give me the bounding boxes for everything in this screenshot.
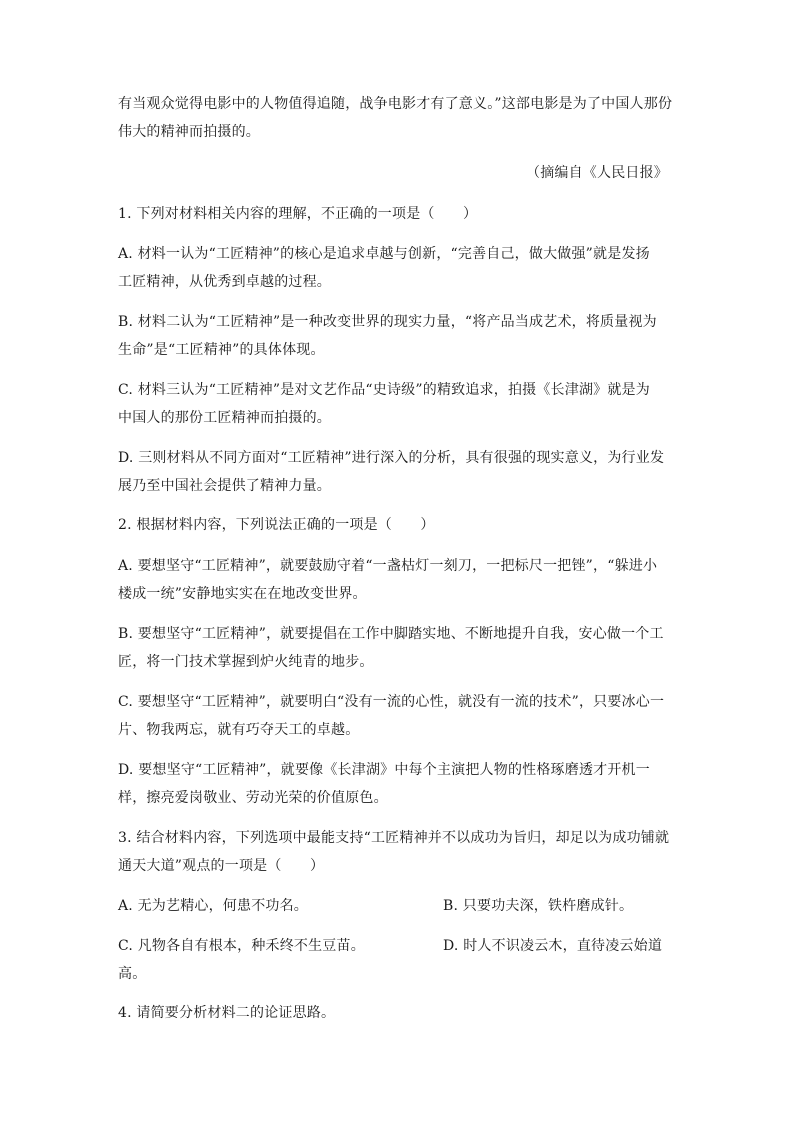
- question-1-stem: 1. 下列对材料相关内容的理解，不正确的一项是（ ）: [118, 206, 478, 222]
- intro-line-2: 伟大的精神而拍摄的。: [118, 124, 260, 140]
- question-1-option-a: A. 材料一认为“工匠精神”的核心是追求卓越与创新，“完善自己，做大做强”就是发扬: [118, 246, 650, 262]
- question-3-option-d: D. 时人不识凌云木，直待凌云始道: [443, 938, 663, 954]
- question-3-option-a: A. 无为艺精心，何患不功名。: [118, 898, 309, 914]
- question-2-option-b-cont: 匠，将一门技术掌握到炉火纯青的地步。: [118, 654, 374, 670]
- question-1-option-c: C. 材料三认为“工匠精神”是对文艺作品“史诗级”的精致追求，拍摄《长津湖》就是为: [118, 382, 650, 398]
- question-3-option-c: C. 凡物各自有根本，种禾终不生豆苗。: [118, 938, 365, 954]
- question-2-option-b: B. 要想坚守“工匠精神”，就要提倡在工作中脚踏实地、不断地提升自我，安心做一个工: [118, 626, 664, 642]
- question-1-option-c-cont: 中国人的那份工匠精神而拍摄的。: [118, 410, 331, 426]
- question-1-option-b: B. 材料二认为“工匠精神”是一种改变世界的现实力量，“将产品当成艺术，将质量视为: [118, 314, 657, 330]
- question-2-option-a-cont: 楼成一统”安静地实实在在地改变世界。: [118, 586, 367, 602]
- question-3-stem-cont: 通天大道”观点的一项是（ ）: [118, 858, 325, 874]
- question-2-option-d: D. 要想坚守“工匠精神”，就要像《长津湖》中每个主演把人物的性格琢磨透才开机一: [118, 762, 650, 778]
- question-1-option-b-cont: 生命”是“工匠精神”的具体体现。: [118, 342, 325, 358]
- intro-line-1: 有当观众觉得电影中的人物值得追随，战争电影才有了意义。”这部电影是为了中国人那份: [118, 96, 673, 112]
- question-2-stem: 2. 根据材料内容，下列说法正确的一项是（ ）: [118, 517, 435, 533]
- question-2-option-a: A. 要想坚守“工匠精神”，就要鼓励守着“一盏枯灯一刻刀，一把标尺一把锉”，“躲进小: [118, 558, 658, 574]
- question-1-option-a-cont: 工匠精神，从优秀到卓越的过程。: [118, 274, 331, 290]
- question-3-option-d-cont: 高。: [118, 966, 147, 982]
- question-3-stem: 3. 结合材料内容，下列选项中最能支持“工匠精神并不以成功为旨归，却足以为成功铺就: [118, 830, 670, 846]
- question-3-option-b: B. 只要功夫深，铁杵磨成针。: [443, 898, 634, 914]
- question-1-option-d-cont: 展乃至中国社会提供了精神力量。: [118, 478, 331, 494]
- question-2-option-c: C. 要想坚守“工匠精神”，就要明白“没有一流的心性，就没有一流的技术”，只要冰心一: [118, 694, 665, 710]
- source-citation: （摘编自《人民日报》: [526, 165, 668, 181]
- question-1-option-d: D. 三则材料从不同方面对“工匠精神”进行深入的分析，具有很强的现实意义，为行业发: [118, 450, 665, 466]
- question-2-option-d-cont: 样，擦亮爱岗敬业、劳动光荣的价值原色。: [118, 790, 388, 806]
- question-2-option-c-cont: 片、物我两忘，就有巧夺天工的卓越。: [118, 722, 360, 738]
- question-4-stem: 4. 请简要分析材料二的论证思路。: [118, 1005, 336, 1021]
